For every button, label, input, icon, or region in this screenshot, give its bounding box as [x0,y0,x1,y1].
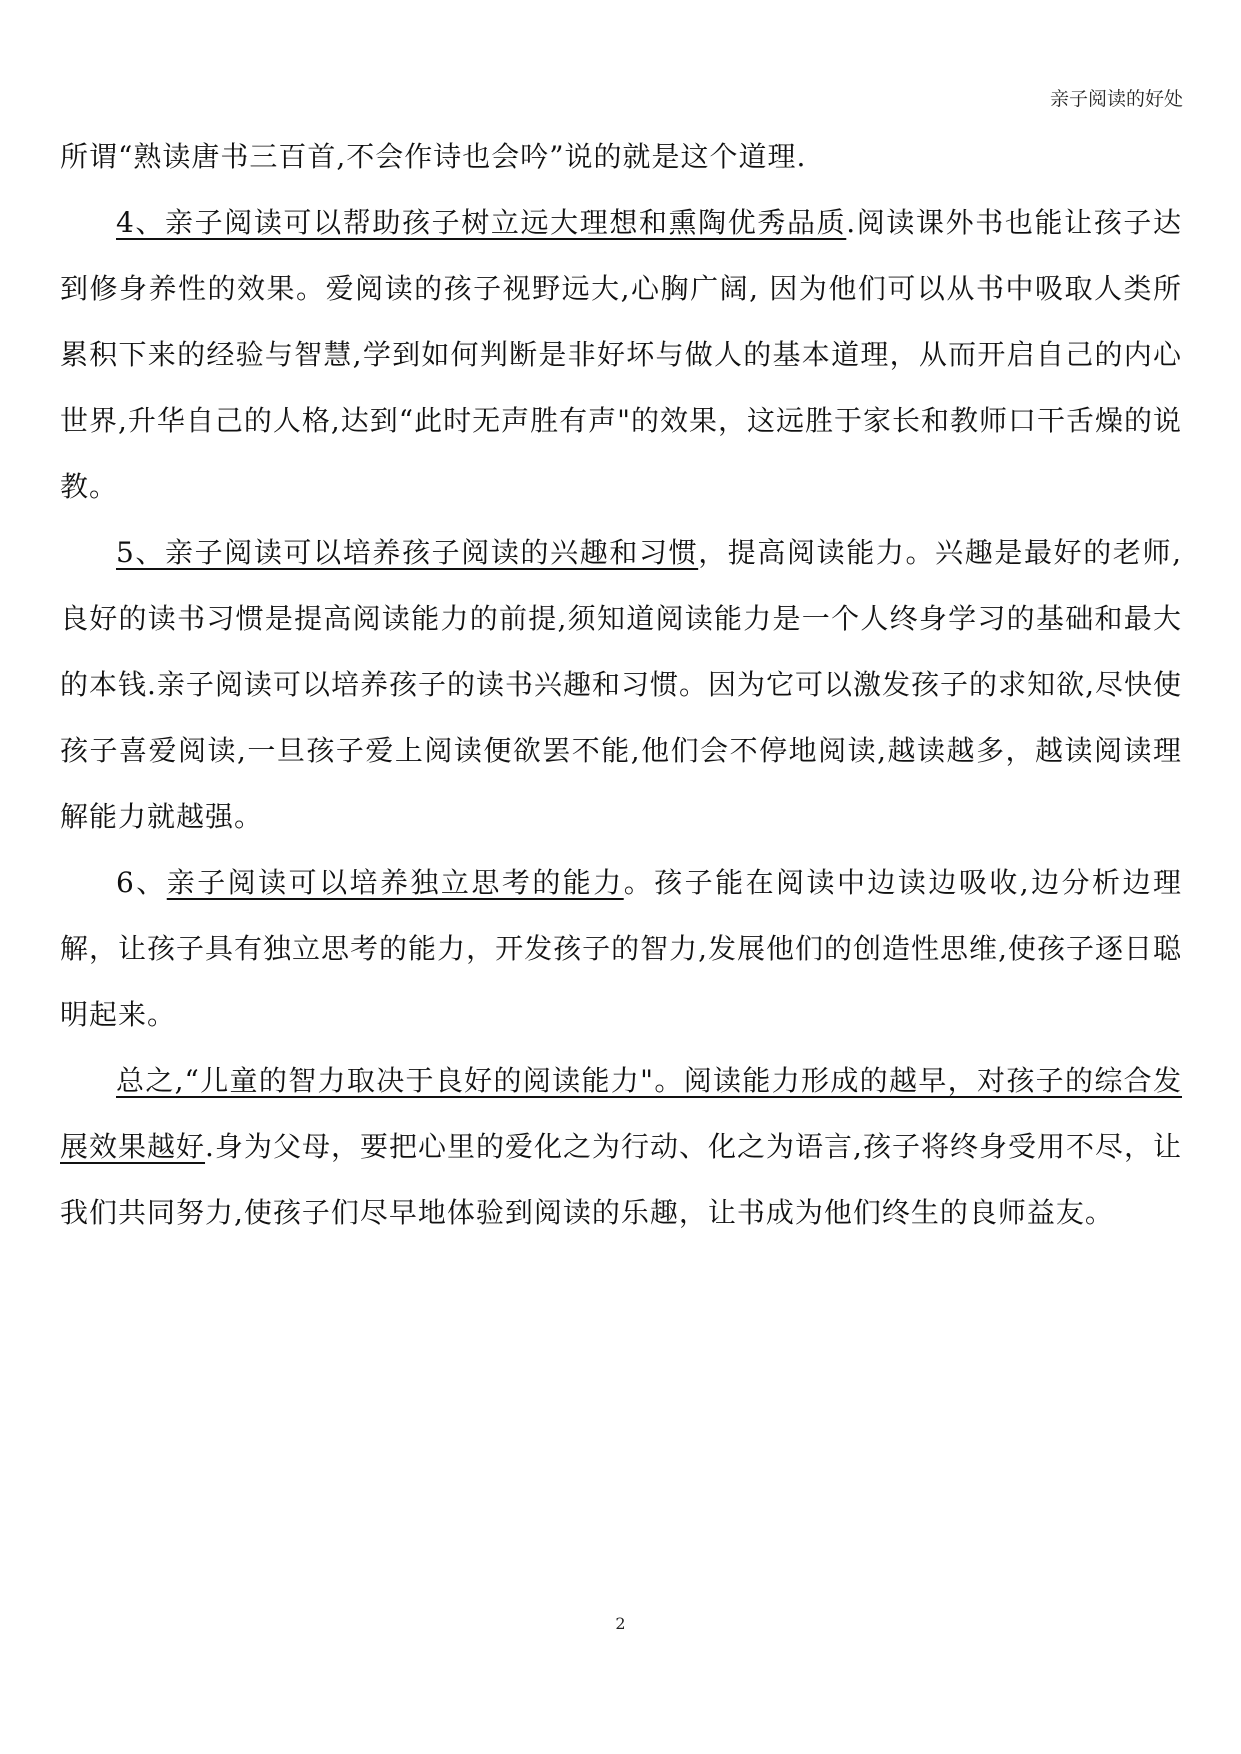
paragraph-point-4 [60,190,1182,520]
document-body [60,124,1182,1246]
conclusion-body: .身为父母，要把心里的爱化之为行动、化之为语言,孩子将终身受用不尽，让我们共同努力,使孩子们尽早地体验到阅读的乐趣，让书成为他们终生的良师益友。 [60,1130,1182,1229]
paragraph-point-6 [60,850,1182,1048]
paragraph-point-5 [60,520,1182,850]
point-4-body: .阅读课外书也能让孩子达到修身养性的效果。爱阅读的孩子视野远大,心胸广阔, 因为他们可以从书中吸取人类所累积下来的经验与智慧,学到如何判断是非好坏与做人的基本道理，从而开启自己的内心世界,升华自己的人格,达到“此时无声胜有声"的效果，这远胜于家长和教师口干舌燥的说教。 [60,206,1182,503]
point-5-heading: 5、亲子阅读可以培养孩子阅读的兴趣和习惯 [116,536,699,569]
paragraph-conclusion [60,1048,1182,1246]
point-6-body: 。孩子能在阅读中边读边吸收,边分析边理解，让孩子具有独立思考的能力，开发孩子的智力,发展他们的创造性思维,使孩子逐日聪明起来。 [60,866,1182,1031]
conclusion-heading: 总之,“儿童的智力取决于良好的阅读能力"。阅读能力形成的越早，对孩子的综合发展效果越好 [60,1064,1182,1163]
page-number: 2 [615,1614,626,1633]
point-4-heading: 4、亲子阅读可以帮助孩子树立远大理想和熏陶优秀品质 [116,206,847,239]
paragraph-continuation: 所谓“熟读唐书三百首,不会作诗也会吟”说的就是这个道理. [60,140,807,173]
running-header: 亲子阅读的好处 [1049,88,1183,110]
point-5-body: ，提高阅读能力。兴趣是最好的老师,良好的读书习惯是提高阅读能力的前提,须知道阅读能力是一个人终身学习的基础和最大的本钱.亲子阅读可以培养孩子的读书兴趣和习惯。因为它可以激发孩子的求知欲,尽快使孩子喜爱阅读,一旦孩子爱上阅读便欲罢不能,他们会不停地阅读,越读越多，越读阅读理解能力就越强。 [60,536,1182,833]
point-6-heading: 亲子阅读可以培养独立思考的能力 [166,866,624,899]
point-6-number: 6、 [116,866,167,899]
